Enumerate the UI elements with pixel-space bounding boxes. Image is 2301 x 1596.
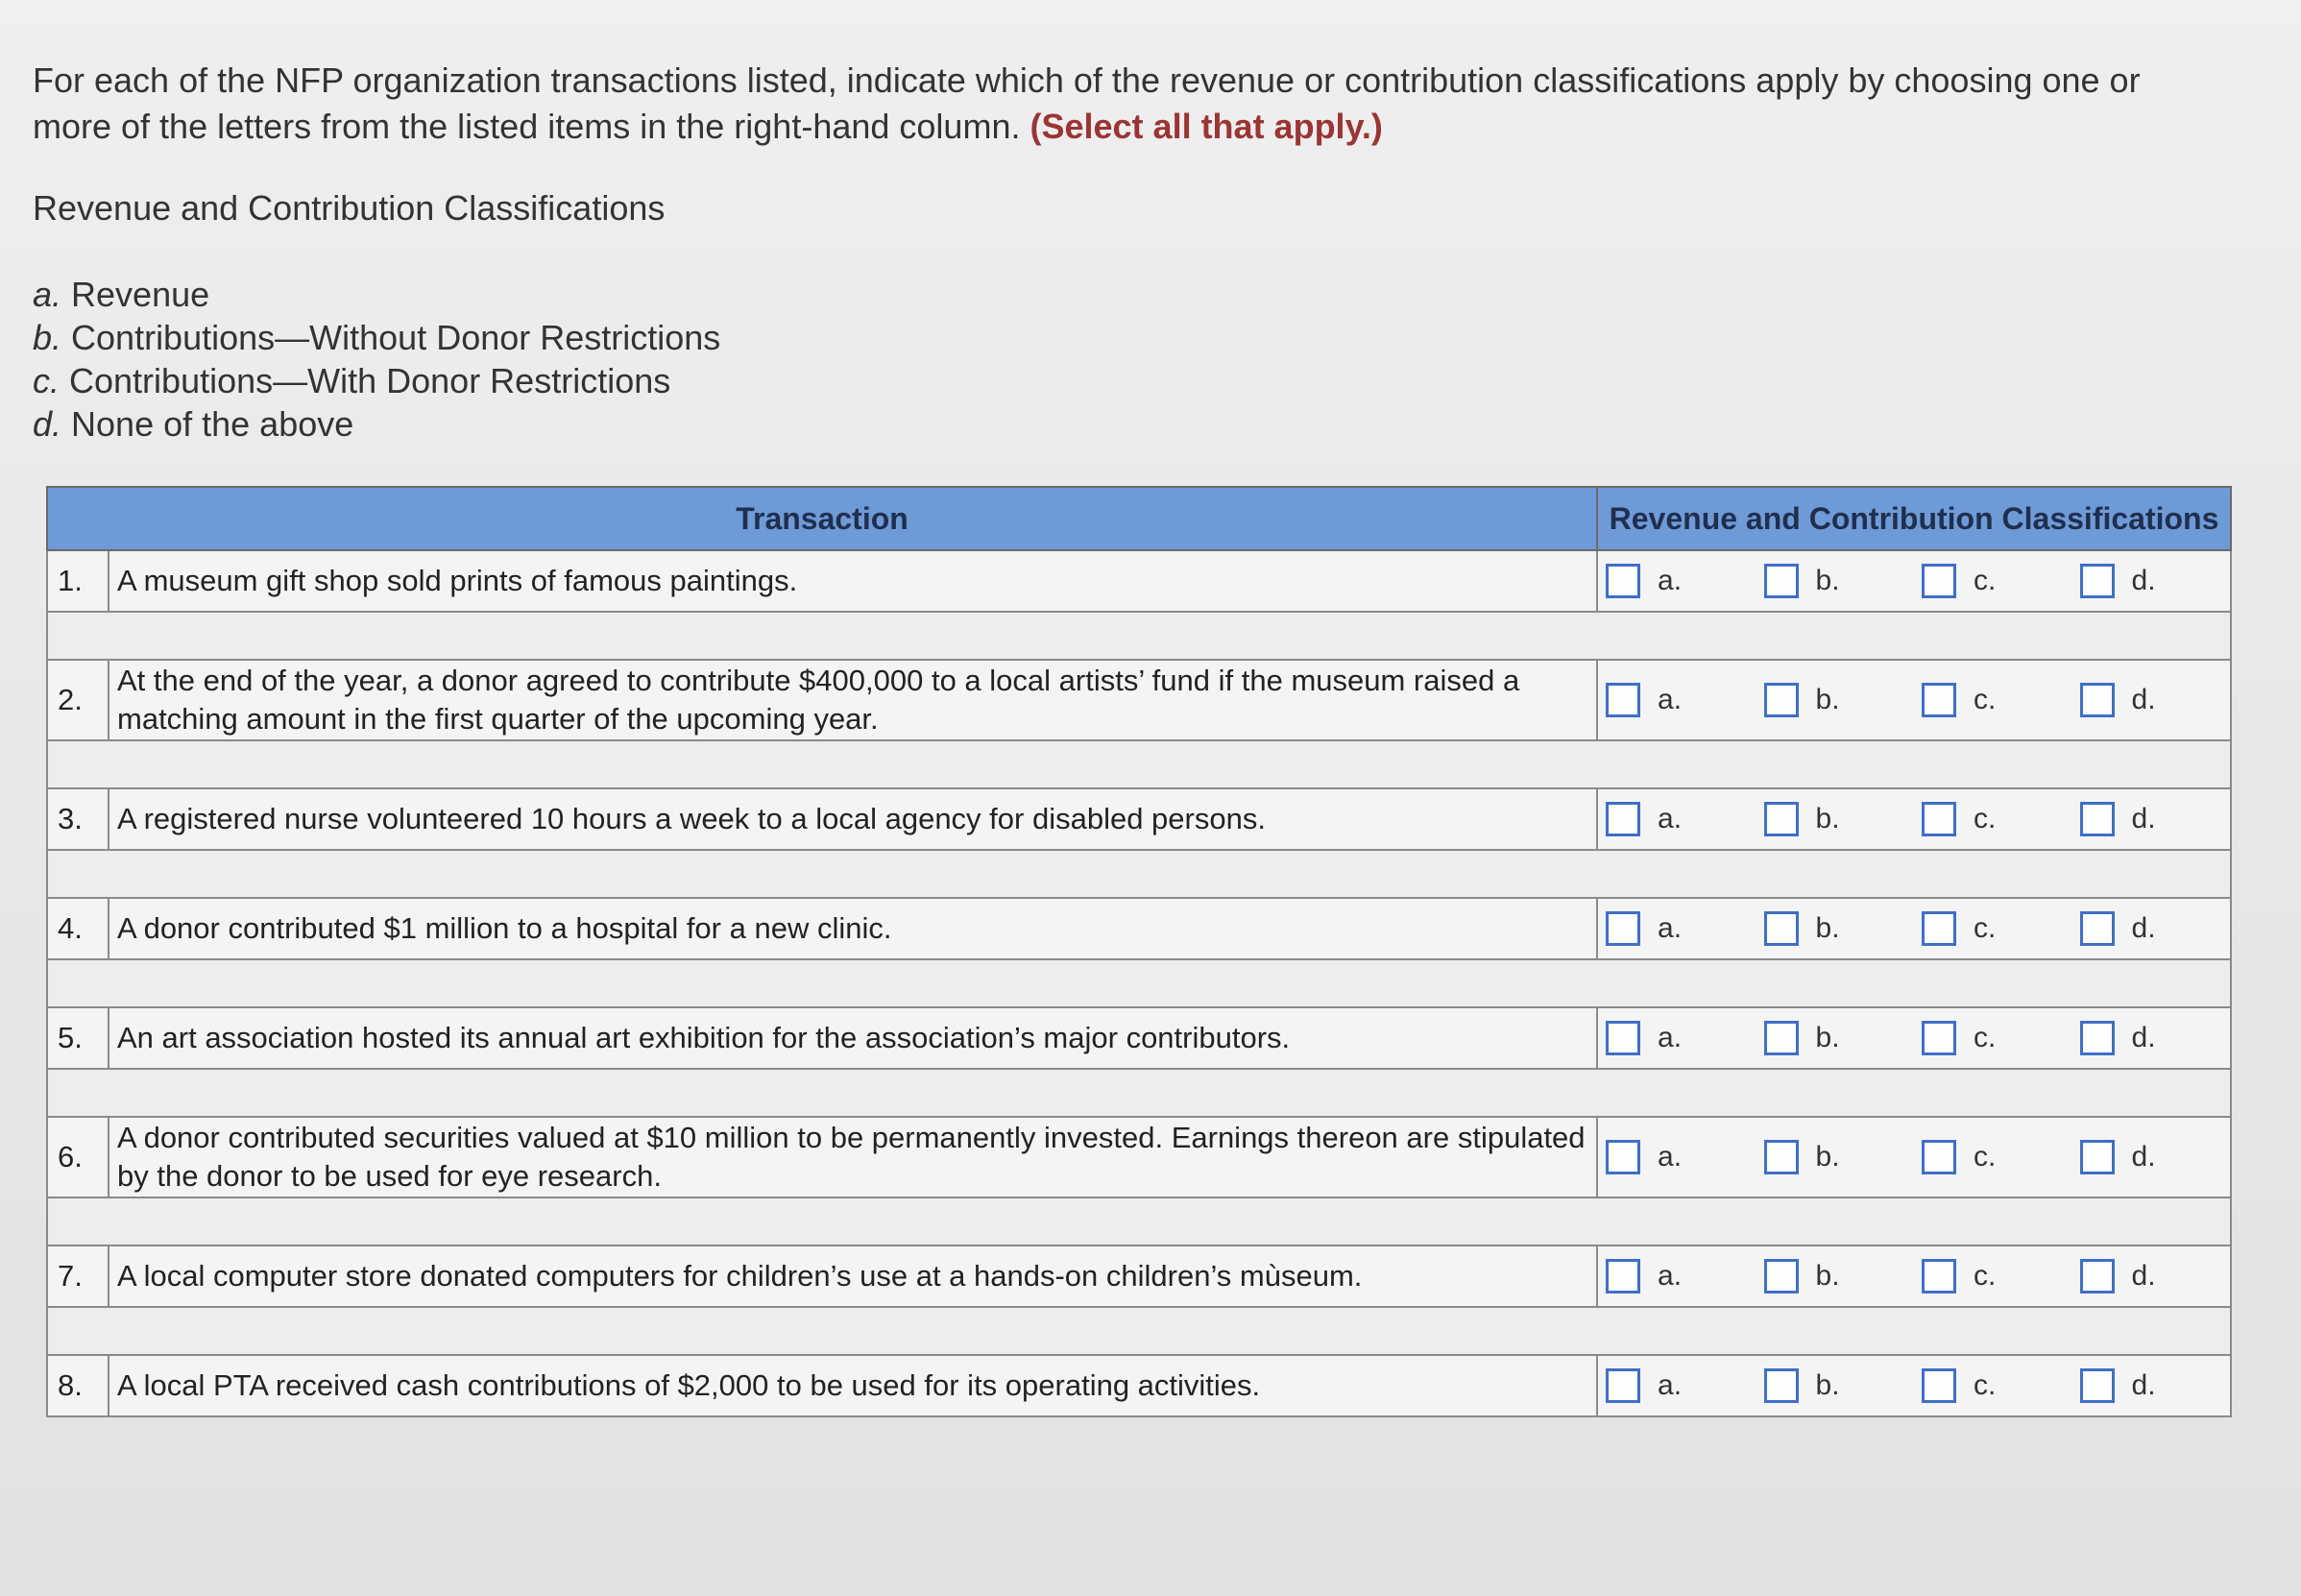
checkbox-a[interactable] [1606,911,1640,946]
transaction-header: Transaction [47,487,1597,550]
checkbox-c[interactable] [1922,683,1956,717]
checkbox-a[interactable] [1606,802,1640,836]
option-c[interactable] [1914,1021,2072,1055]
checkbox-c[interactable] [1922,1140,1956,1174]
classification-letter: d. [33,404,62,444]
option-label: a. [1658,1369,1683,1401]
option-a[interactable] [1598,683,1756,717]
table-row [47,550,2231,612]
spacer-cell [47,1307,2231,1355]
checkbox-a[interactable] [1606,564,1640,598]
checkbox-c[interactable] [1922,802,1956,836]
table-row [47,1245,2231,1307]
checkbox-d[interactable] [2080,1259,2115,1294]
checkbox-a[interactable] [1606,1259,1640,1294]
checkbox-d[interactable] [2080,683,2115,717]
option-label: d. [2131,1022,2156,1053]
checkbox-b[interactable] [1764,1140,1799,1174]
checkbox-a[interactable] [1606,1021,1640,1055]
option-c[interactable] [1914,1259,2072,1294]
classification-item-b [33,316,720,359]
spacer-cell [47,612,2231,660]
option-label: a. [1658,565,1683,596]
table-row [47,1355,2231,1416]
option-a[interactable] [1598,1140,1756,1174]
row-number: 1. [47,550,109,612]
row-spacer [47,740,2231,788]
option-label: a. [1658,1022,1683,1053]
checkbox-b[interactable] [1764,683,1799,717]
checkbox-b[interactable] [1764,802,1799,836]
classification-options [1597,1117,2231,1197]
classification-letter: a. [33,275,62,314]
option-label: c. [1974,803,1997,834]
option-label: a. [1658,803,1683,834]
classification-text: None of the above [71,404,354,444]
options-row [1598,802,2230,836]
row-spacer [47,959,2231,1007]
row-spacer [47,1197,2231,1245]
option-a[interactable] [1598,911,1756,946]
option-label: c. [1974,684,1997,715]
transaction-text: An art association hosted its annual art exhibition for the association’s major contributors. [109,1007,1597,1069]
table-row [47,1117,2231,1197]
classification-options [1597,1245,2231,1307]
row-number: 4. [47,898,109,959]
option-c[interactable] [1914,564,2072,598]
classification-text: Revenue [71,275,210,314]
transaction-text: A local PTA received cash contributions of $2,000 to be used for its operating activities. [109,1355,1597,1416]
classification-options [1597,550,2231,612]
row-spacer [47,1307,2231,1355]
option-a[interactable] [1598,1259,1756,1294]
table-row [47,788,2231,850]
checkbox-d[interactable] [2080,802,2115,836]
option-d[interactable] [2072,802,2231,836]
options-row [1598,683,2230,717]
option-d[interactable] [2072,683,2231,717]
option-label: d. [2131,1141,2156,1173]
option-d[interactable] [2072,1368,2231,1403]
checkbox-b[interactable] [1764,911,1799,946]
classifications-header: Revenue and Contribution Classifications [1597,487,2231,550]
classification-letter: b. [33,318,62,357]
option-c[interactable] [1914,802,2072,836]
classification-list [33,273,720,446]
option-a[interactable] [1598,1368,1756,1403]
checkbox-d[interactable] [2080,1140,2115,1174]
instructions-text: For each of the NFP organization transactions listed, indicate which of the revenue or contribution classifications apply by choosing one or more of the letters from the listed items in the right-hand column. [33,60,2141,146]
option-d[interactable] [2072,911,2231,946]
checkbox-b[interactable] [1764,1368,1799,1403]
spacer-cell [47,1197,2231,1245]
checkbox-b[interactable] [1764,564,1799,598]
option-b[interactable] [1756,802,1915,836]
classification-options [1597,898,2231,959]
row-spacer [47,850,2231,898]
row-number: 3. [47,788,109,850]
option-label: d. [2131,565,2156,596]
checkbox-b[interactable] [1764,1259,1799,1294]
transaction-text: A registered nurse volunteered 10 hours a week to a local agency for disabled persons. [109,788,1597,850]
spacer-cell [47,959,2231,1007]
classification-item-d [33,402,720,446]
option-d[interactable] [2072,1140,2231,1174]
option-label: b. [1815,565,1840,596]
checkbox-d[interactable] [2080,564,2115,598]
option-b[interactable] [1756,1021,1915,1055]
option-b[interactable] [1756,1140,1915,1174]
checkbox-d[interactable] [2080,1021,2115,1055]
transactions-table [46,486,2232,1417]
option-c[interactable] [1914,683,2072,717]
classification-options [1597,1007,2231,1069]
option-label: b. [1815,803,1840,834]
classification-letter: c. [33,361,61,400]
table-row [47,898,2231,959]
option-label: b. [1815,912,1840,944]
instructions [33,58,2193,150]
row-spacer [47,1069,2231,1117]
options-row [1598,1259,2230,1294]
options-row [1598,1368,2230,1403]
option-label: d. [2131,684,2156,715]
transaction-text: A donor contributed $1 million to a hospital for a new clinic. [109,898,1597,959]
option-a[interactable] [1598,1021,1756,1055]
classification-options [1597,1355,2231,1416]
option-label: b. [1815,1141,1840,1173]
options-row [1598,1021,2230,1055]
spacer-cell [47,1069,2231,1117]
option-label: c. [1974,565,1997,596]
spacer-cell [47,850,2231,898]
option-b[interactable] [1756,683,1915,717]
transaction-text: A local computer store donated computers for children’s use at a hands-on children’s mùseum. [109,1245,1597,1307]
option-b[interactable] [1756,1368,1915,1403]
table-row [47,1007,2231,1069]
option-c[interactable] [1914,911,2072,946]
checkbox-c[interactable] [1922,911,1956,946]
select-all-note: (Select all that apply.) [1029,107,1383,146]
option-label: d. [2131,803,2156,834]
option-label: c. [1974,1369,1997,1401]
options-row [1598,564,2230,598]
checkbox-a[interactable] [1606,1368,1640,1403]
option-a[interactable] [1598,802,1756,836]
option-label: d. [2131,1260,2156,1292]
options-row [1598,1140,2230,1174]
option-d[interactable] [2072,564,2231,598]
classification-item-c [33,359,720,402]
checkbox-d[interactable] [2080,911,2115,946]
classification-options [1597,660,2231,740]
transaction-text: A museum gift shop sold prints of famous paintings. [109,550,1597,612]
checkbox-c[interactable] [1922,1021,1956,1055]
classifications-title: Revenue and Contribution Classifications [33,188,666,228]
option-b[interactable] [1756,911,1915,946]
option-label: c. [1974,1260,1997,1292]
row-number: 7. [47,1245,109,1307]
checkbox-b[interactable] [1764,1021,1799,1055]
option-a[interactable] [1598,564,1756,598]
checkbox-a[interactable] [1606,1140,1640,1174]
option-label: b. [1815,1369,1840,1401]
option-label: b. [1815,684,1840,715]
options-row [1598,911,2230,946]
checkbox-d[interactable] [2080,1368,2115,1403]
option-label: b. [1815,1260,1840,1292]
option-d[interactable] [2072,1021,2231,1055]
option-label: b. [1815,1022,1840,1053]
transaction-text: A donor contributed securities valued at $10 million to be permanently invested. Earnings thereon are stipulated by the donor to be used for eye research. [109,1117,1597,1197]
row-spacer [47,612,2231,660]
row-number: 2. [47,660,109,740]
checkbox-c[interactable] [1922,564,1956,598]
checkbox-a[interactable] [1606,683,1640,717]
option-label: a. [1658,684,1683,715]
option-b[interactable] [1756,564,1915,598]
option-label: c. [1974,1141,1997,1173]
option-label: a. [1658,1141,1683,1173]
checkbox-c[interactable] [1922,1259,1956,1294]
option-c[interactable] [1914,1140,2072,1174]
option-d[interactable] [2072,1259,2231,1294]
row-number: 6. [47,1117,109,1197]
spacer-cell [47,740,2231,788]
option-label: a. [1658,912,1683,944]
option-label: d. [2131,912,2156,944]
option-c[interactable] [1914,1368,2072,1403]
option-label: c. [1974,912,1997,944]
transaction-text: At the end of the year, a donor agreed to contribute $400,000 to a local artists’ fund if the museum raised a matching amount in the first quarter of the upcoming year. [109,660,1597,740]
classification-text: Contributions—With Donor Restrictions [69,361,671,400]
table-row [47,660,2231,740]
classification-options [1597,788,2231,850]
option-label: d. [2131,1369,2156,1401]
row-number: 5. [47,1007,109,1069]
classification-item-a [33,273,720,316]
option-label: c. [1974,1022,1997,1053]
row-number: 8. [47,1355,109,1416]
checkbox-c[interactable] [1922,1368,1956,1403]
classification-text: Contributions—Without Donor Restrictions [71,318,721,357]
option-b[interactable] [1756,1259,1915,1294]
option-label: a. [1658,1260,1683,1292]
